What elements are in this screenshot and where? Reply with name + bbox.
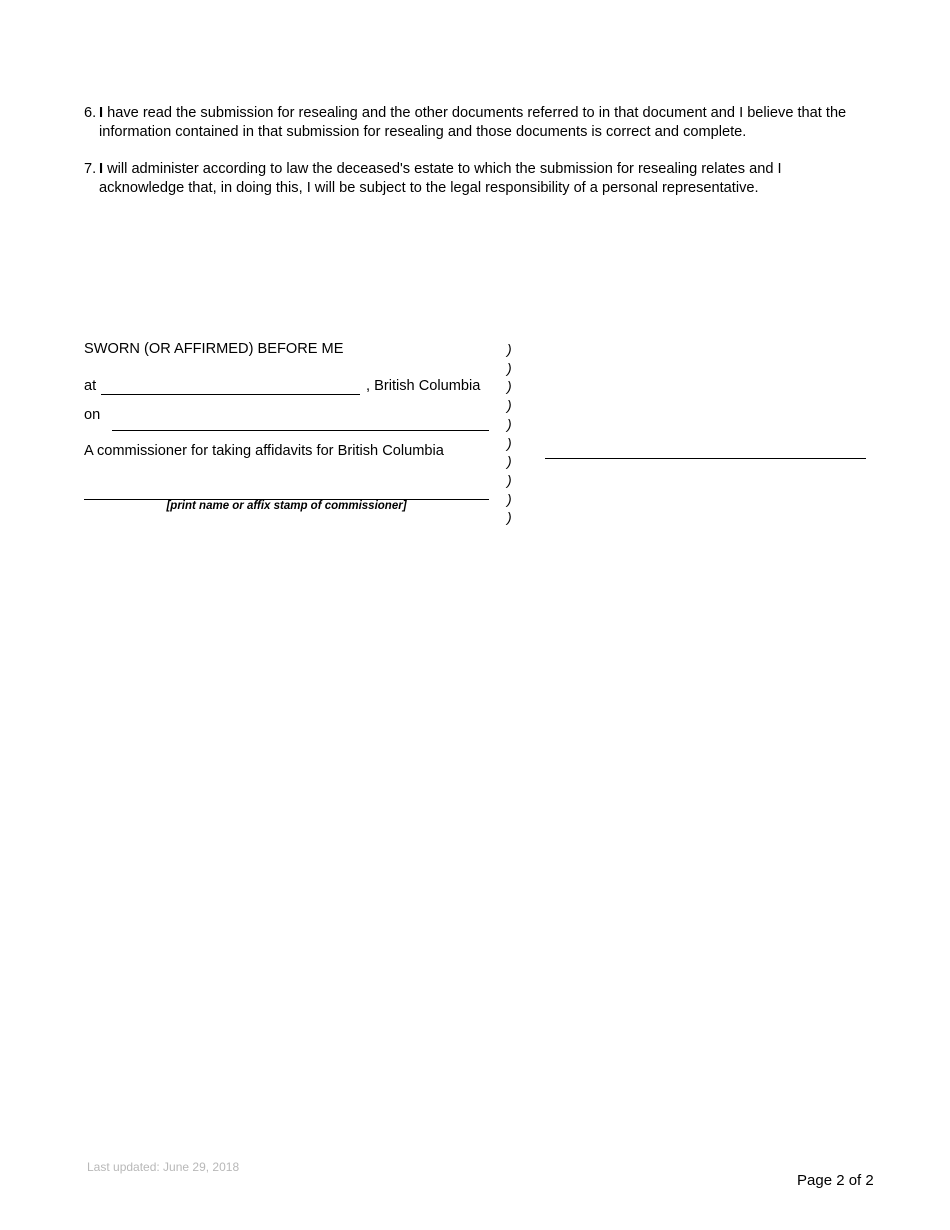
paragraph-6 — [84, 104, 864, 142]
paragraph-7 — [84, 160, 864, 198]
paragraph-body: have read the submission for resealing and the other documents referred to in that document and I believe that the information contained in that submission for resealing and those documents is correct and complete. — [99, 105, 847, 140]
at-location-field[interactable] — [101, 394, 360, 395]
on-label: on — [84, 407, 101, 423]
parenthesis-column — [507, 340, 512, 527]
parenthesis: ) — [507, 415, 512, 432]
parenthesis: ) — [507, 490, 512, 507]
paragraph-text — [84, 104, 864, 142]
parenthesis: ) — [507, 341, 512, 357]
paragraph-lead-word: I — [99, 161, 104, 177]
deponent-signature-field[interactable] — [545, 458, 866, 459]
commissioner-caption: [print name or affix stamp of commissioner] — [166, 500, 407, 512]
on-date-field[interactable] — [112, 430, 489, 431]
paragraph-number: 6. — [84, 105, 97, 121]
last-updated-note: Last updated: June 29, 2018 — [87, 1160, 240, 1174]
paragraph-lead-word: I — [99, 105, 104, 121]
jurat-heading: SWORN (OR AFFIRMED) BEFORE ME — [84, 341, 344, 357]
page-number: Page 2 of 2 — [797, 1172, 874, 1189]
parenthesis: ) — [507, 471, 512, 488]
parenthesis: ) — [507, 378, 512, 395]
commissioner-title: A commissioner for taking affidavits for British Columbia — [84, 443, 444, 459]
parenthesis: ) — [507, 453, 512, 470]
parenthesis: ) — [507, 397, 512, 414]
paragraph-body: will administer according to law the deceased's estate to which the submission for resealing relates and I acknowledge that, in doing this, I will be subject to the legal responsibility of a personal representative. — [99, 161, 782, 196]
at-label: at — [84, 378, 97, 394]
parenthesis: ) — [507, 359, 512, 376]
paragraph-text — [84, 160, 864, 198]
parenthesis: ) — [507, 434, 512, 451]
british-columbia-label: , British Columbia — [366, 378, 481, 394]
paragraph-number: 7. — [84, 161, 97, 177]
parenthesis: ) — [507, 509, 512, 526]
